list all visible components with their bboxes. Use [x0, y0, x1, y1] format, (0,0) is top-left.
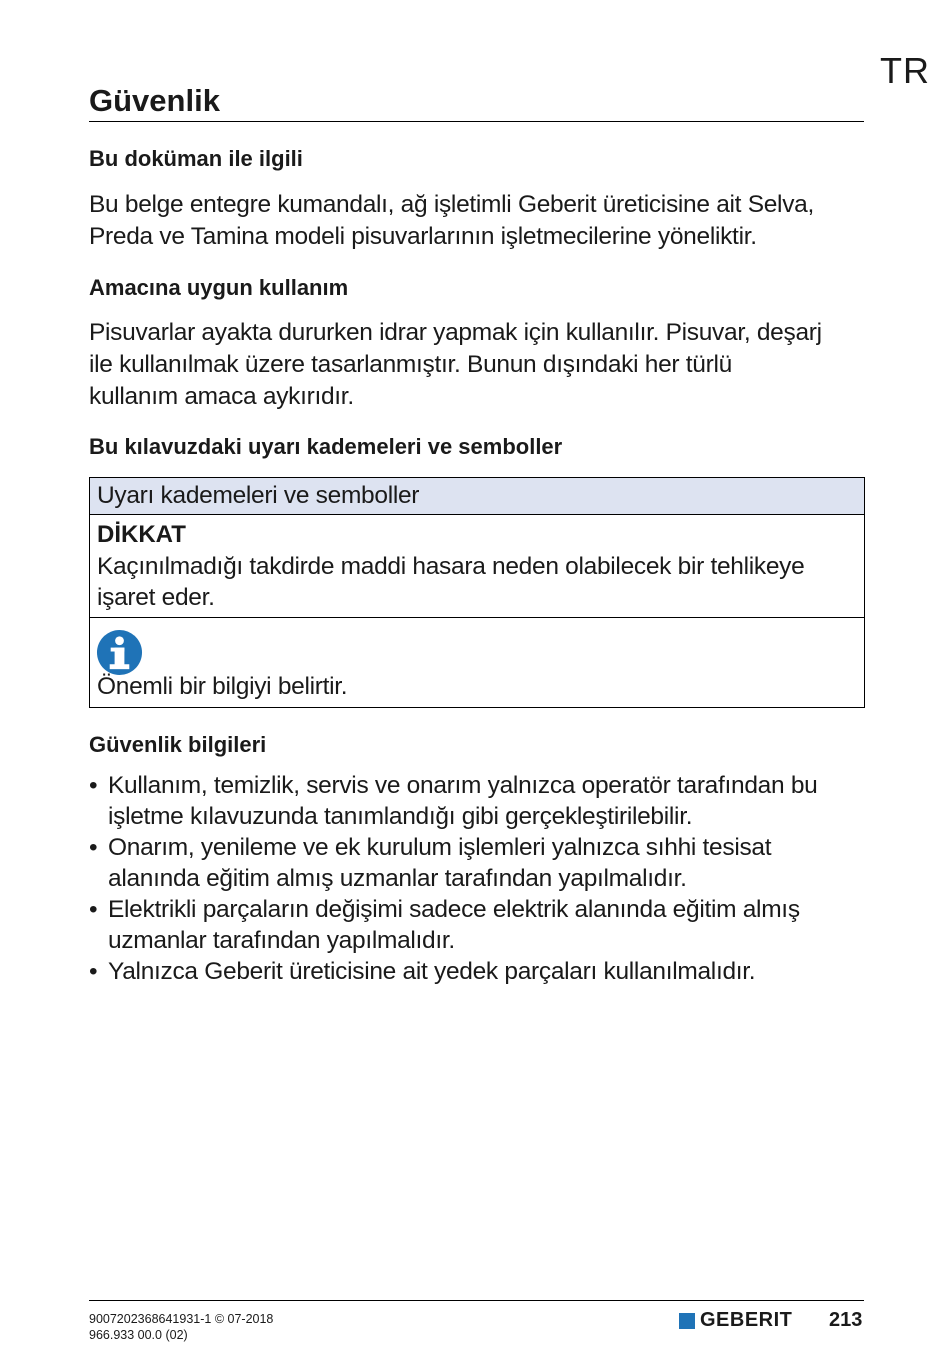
purpose-line: Pisuvarlar ayakta dururken idrar yapmak için kullanılır. Pisuvar, deşarj — [89, 319, 822, 346]
brand-square-icon — [679, 1313, 695, 1329]
about-line: Bu belge entegre kumandalı, ağ işletimli Geberit üreticisine ait Selva, — [89, 191, 814, 218]
document-id: 9007202368641931-1 © 07-2018 — [89, 1312, 274, 1326]
info-icon — [96, 629, 143, 676]
purpose-heading: Amacına uygun kullanım — [89, 275, 349, 300]
caution-text — [97, 551, 856, 613]
list-item-line: • Elektrikli parçaların değişimi sadece elektrik alanında eğitim almış — [108, 896, 800, 923]
warning-levels-table — [89, 477, 865, 708]
footer-divider — [89, 1300, 864, 1301]
list-item-line: uzmanlar tarafından yapılmalıdır. — [108, 927, 455, 954]
caution-row — [90, 515, 864, 618]
page-title: Güvenlik — [89, 83, 220, 118]
list-item — [89, 832, 869, 894]
language-tag: TR — [880, 50, 930, 91]
purpose-line: ile kullanılmak üzere tasarlanmıştır. Bunun dışındaki her türlü — [89, 351, 732, 378]
list-item — [89, 894, 869, 956]
list-item-line: • Onarım, yenileme ve ek kurulum işlemleri yalnızca sıhhi tesisat — [108, 834, 772, 861]
purpose-paragraph — [89, 317, 869, 413]
info-row — [90, 618, 864, 707]
warning-table-header: Uyarı kademeleri ve semboller — [90, 478, 864, 515]
warnings-heading: Bu kılavuzdaki uyarı kademeleri ve semboller — [89, 434, 563, 459]
title-divider — [89, 121, 864, 122]
footer-document-info — [89, 1311, 273, 1343]
brand-name: GEBERIT — [700, 1309, 793, 1331]
list-item — [89, 770, 869, 832]
caution-line: işaret eder. — [97, 584, 215, 611]
list-item-line: • Yalnızca Geberit üreticisine ait yedek parçaları kullanılmalıdır. — [108, 958, 756, 985]
safety-heading: Güvenlik bilgileri — [89, 732, 267, 757]
purpose-line: kullanım amaca aykırıdır. — [89, 383, 354, 410]
page-number: 213 — [829, 1309, 863, 1331]
list-item — [89, 956, 869, 987]
list-item-line: işletme kılavuzunda tanımlandığı gibi gerçekleştirilebilir. — [108, 803, 693, 830]
about-paragraph — [89, 189, 869, 253]
brand-logo — [679, 1309, 792, 1332]
caution-line: Kaçınılmadığı takdirde maddi hasara neden olabilecek bir tehlikeye — [97, 553, 805, 580]
list-item-line: alanında eğitim almış uzmanlar tarafından yapılmalıdır. — [108, 865, 687, 892]
info-text: Önemli bir bilgiyi belirtir. — [97, 673, 348, 700]
safety-list — [89, 770, 869, 987]
about-line: Preda ve Tamina modeli pisuvarlarının işletmecilerine yöneliktir. — [89, 223, 757, 250]
document-number: 966.933 00.0 (02) — [89, 1328, 188, 1342]
about-heading: Bu doküman ile ilgili — [89, 146, 303, 171]
list-item-line: • Kullanım, temizlik, servis ve onarım yalnızca operatör tarafından bu — [108, 772, 818, 799]
caution-label: DİKKAT — [97, 521, 186, 548]
